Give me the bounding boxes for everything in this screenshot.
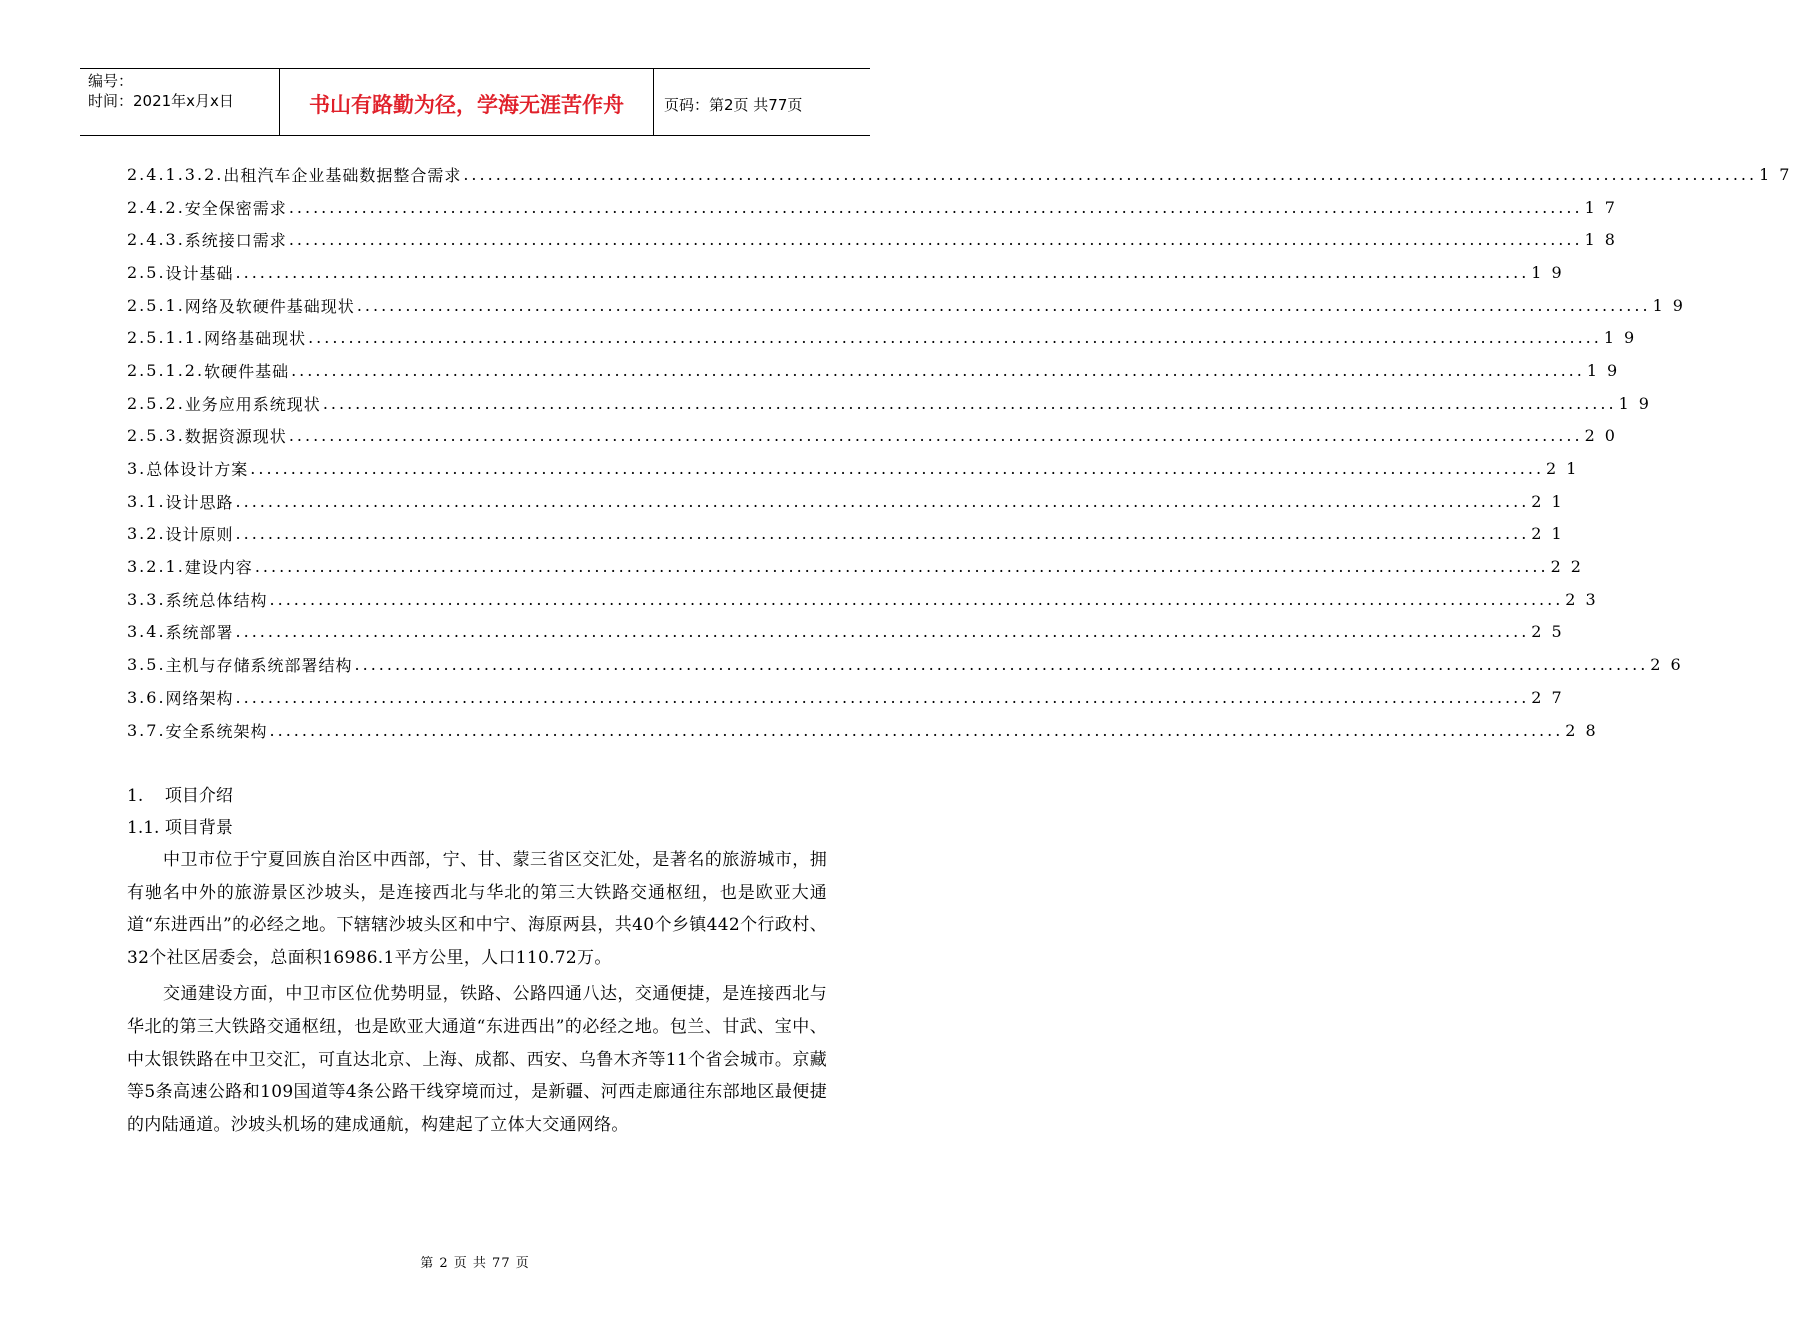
toc-entry-number: 2.5.1.2. [127,360,205,380]
toc-entry-number: 3.6. [127,687,166,707]
toc-leader-dots: ................................................................................................................................................................ [235,524,1530,544]
toc-leader-dots: ................................................................................................................................................................ [354,655,1649,675]
toc-entry[interactable] [127,420,1625,453]
toc-entry-page: 26 [1650,655,1691,675]
toc-entry-title: 总体设计方案 [146,460,249,480]
toc-entry[interactable] [127,452,1587,485]
toc-entry-page: 28 [1565,720,1606,740]
toc-entry-title: 系统接口需求 [184,231,287,251]
section-heading-1: 1. 项目介绍 [127,786,233,806]
toc-entry-number: 2.4.3. [127,230,185,250]
toc-entry-page: 19 [1603,328,1645,348]
toc-entry-title: 系统总体结构 [165,590,268,610]
toc-entry-number: 3.2.1. [127,557,185,577]
toc-entry-number: 2.5.3. [127,426,185,446]
toc-leader-dots: ................................................................................................................................................................ [288,230,1583,250]
toc-entry-title: 出租汽车企业基础数据整合需求 [223,165,462,185]
toc-entry[interactable] [127,518,1572,551]
toc-leader-dots: ................................................................................................................................................................ [308,328,1602,348]
toc-entry-title: 安全系统架构 [165,721,268,741]
toc-entry-title: 业务应用系统现状 [184,394,321,414]
toc-entry-title: 建设内容 [184,558,253,578]
toc-entry-page: 19 [1586,360,1628,380]
toc-entry[interactable] [127,387,1659,420]
toc-leader-dots: ................................................................................................................................................................ [235,687,1530,707]
toc-entry-number: 3.3. [127,589,166,609]
toc-entry[interactable] [127,714,1606,747]
toc-entry-page: 25 [1531,622,1572,642]
document-number-label: 编号： [88,72,134,90]
header-motto: 书山有路勤为径，学海无涯苦作舟 [280,69,654,135]
paragraph-2: 交通建设方面，中卫市区位优势明显，铁路、公路四通八达，交通便捷，是连接西北与华北的第三大铁路交通枢纽，也是欧亚大通道“东进西出”的必经之地。包兰、甘武、宝中、中太银铁路在中卫交汇，可直达北京、上海、成都、西安、乌鲁木齐等11个省会城市。京藏等5条高速公路和109国道等4条公路干线穿境而过，是新疆、河西走廊通往东部地区最便捷的内陆通道。沙坡头机场的建成通航，构建起了立体大交通网络。 [127,984,827,1135]
page-footer: 第 2 页 共 77 页 [420,1256,530,1271]
toc-leader-dots: ................................................................................................................................................................ [288,197,1583,217]
toc-entry-title: 设计基础 [165,263,234,283]
toc-entry-number: 3.2. [127,524,166,544]
paragraph-1: 中卫市位于宁夏回族自治区中西部，宁、甘、蒙三省区交汇处，是著名的旅游城市，拥有驰名中外的旅游景区沙坡头，是连接西北与华北的第三大铁路交通枢纽，也是欧亚大通道“东进西出”的必经之地。下辖辖沙坡头区和中宁、海原两县，共40个乡镇442个行政村、32个社区居委会，总面积16986.1平方公里，人口110.72万。 [127,850,827,968]
toc-entry-number: 3.5. [127,655,166,675]
toc-leader-dots: ................................................................................................................................................................ [291,360,1585,380]
toc-entry-page: 22 [1550,557,1591,577]
toc-entry[interactable] [127,583,1606,616]
toc-entry[interactable] [127,191,1625,224]
toc-entry-title: 网络架构 [165,688,234,708]
toc-entry[interactable] [127,223,1625,256]
toc-entry-number: 3.7. [127,720,166,740]
document-time-label: 时间：2021年x月x日 [88,92,234,110]
table-of-contents [127,158,1799,746]
toc-entry-number: 3. [127,459,147,479]
toc-entry[interactable] [127,616,1572,649]
toc-leader-dots: ................................................................................................................................................................ [250,459,1545,479]
toc-entry-title: 系统部署 [165,623,234,643]
toc-entry-title: 网络及软硬件基础现状 [184,296,355,316]
section-heading-1-1: 1.1. 项目背景 [127,818,233,838]
toc-leader-dots: ................................................................................................................................................................ [269,589,1564,609]
toc-entry-number: 2.5. [127,262,166,282]
toc-entry-page: 19 [1652,295,1693,315]
toc-entry-number: 3.1. [127,491,166,511]
toc-entry-title: 网络基础现状 [204,329,307,349]
toc-leader-dots: ................................................................................................................................................................ [235,262,1530,282]
toc-entry-number: 3.4. [127,622,166,642]
toc-entry[interactable] [127,550,1591,583]
toc-entry-page: 23 [1565,589,1606,609]
toc-entry[interactable] [127,321,1645,354]
toc-entry[interactable] [127,289,1693,322]
toc-leader-dots: ................................................................................................................................................................ [269,720,1564,740]
toc-entry-number: 2.5.2. [127,393,185,413]
toc-entry-page: 27 [1531,687,1572,707]
toc-entry-number: 2.5.1. [127,295,185,315]
toc-entry-page: 18 [1584,230,1625,250]
toc-leader-dots: ................................................................................................................................................................ [235,491,1530,511]
toc-entry-page: 17 [1584,197,1625,217]
toc-entry-page: 17 [1759,164,1799,184]
page-header [80,68,870,136]
toc-entry-title: 数据资源现状 [184,427,287,447]
toc-entry-page: 21 [1531,491,1572,511]
toc-leader-dots: ................................................................................................................................................................ [356,295,1651,315]
header-page-label: 页码：第2页 共77页 [664,95,803,114]
toc-leader-dots: ................................................................................................................................................................ [288,426,1583,446]
header-meta [80,69,280,135]
document-body [127,780,827,1141]
toc-entry[interactable] [127,485,1572,518]
toc-entry[interactable] [127,158,1799,191]
toc-entry-title: 设计原则 [165,525,234,545]
toc-entry-title: 软硬件基础 [204,361,290,381]
toc-entry-title: 安全保密需求 [184,198,287,218]
toc-entry-page: 19 [1618,393,1659,413]
toc-entry-number: 2.5.1.1. [127,328,205,348]
toc-entry-title: 设计思路 [165,492,234,512]
toc-entry-page: 19 [1531,262,1572,282]
toc-leader-dots: ................................................................................................................................................................ [235,622,1530,642]
toc-entry[interactable] [127,681,1572,714]
toc-entry-page: 21 [1531,524,1572,544]
toc-entry[interactable] [127,256,1572,289]
toc-leader-dots: ................................................................................................................................................................ [463,164,1758,184]
toc-entry[interactable] [127,354,1628,387]
toc-entry[interactable] [127,648,1691,681]
toc-entry-title: 主机与存储系统部署结构 [165,656,353,676]
toc-entry-number: 2.4.2. [127,197,185,217]
toc-entry-number: 2.4.1.3.2. [127,164,224,184]
toc-entry-page: 21 [1546,459,1587,479]
toc-leader-dots: ................................................................................................................................................................ [254,557,1549,577]
toc-entry-page: 20 [1584,426,1625,446]
toc-leader-dots: ................................................................................................................................................................ [322,393,1617,413]
